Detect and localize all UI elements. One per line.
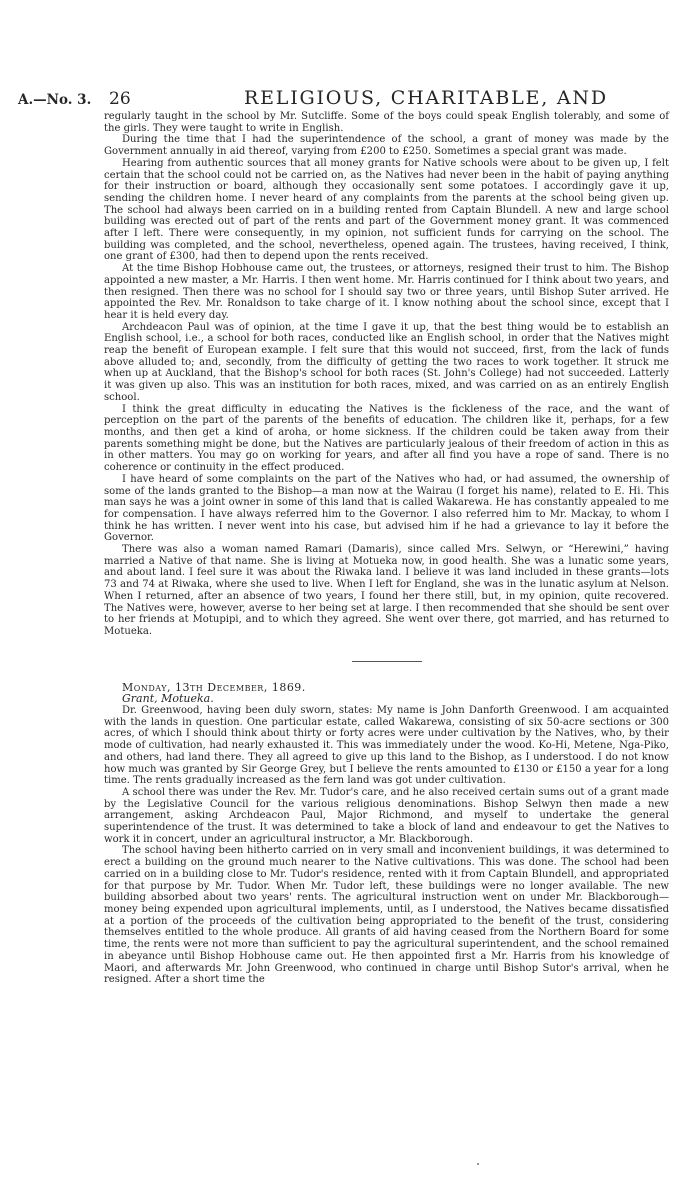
page-body xyxy=(104,111,669,986)
page-header xyxy=(0,84,700,114)
document-reference: A.—No. 3. xyxy=(18,92,92,108)
paragraph: At the time Bishop Hobhouse came out, the trustees, or attorneys, resigned their trust to him. The Bishop appointed a new master, a Mr. Harris. I then went home. Mr. Harris continued for I think about two years, and then resigned. Then there was no school for I should say two or three years, until Bishop Suter arrived. He appointed the Rev. Mr. Ronaldson to take charge of it. I know nothing about the school since, except that I hear it is held every day. xyxy=(104,263,669,321)
section-divider xyxy=(352,661,422,662)
session-date-text: Monday, 13th December, 1869. xyxy=(122,680,306,694)
paragraph: Archdeacon Paul was of opinion, at the time I gave it up, that the best thing would be to establish an English school, i.e., a school for both races, conducted like an English school, in order that the Natives might reap the benefit of European example. I felt sure that this would not succeed, first, from the lack of funds above alluded to; and, secondly, from the difficulty of getting the two races to work together. It struck me when up at Auckland, that the Bishop's school for both races (St. John's College) had not succeeded. Latterly it was given up also. This was an institution for both races, mixed, and was carried on as an entirely English school. xyxy=(104,321,669,403)
running-title: RELIGIOUS, CHARITABLE, AND xyxy=(244,87,608,109)
paragraph: I have heard of some complaints on the part of the Natives who had, or had assumed, the ownership of some of the lands granted to the Bishop—a man now at the Wairau (I forget his name), related to E. Hi. This man says he was a joint owner in some of this land that is called Wakarewa. He has constantly appealed to me for compensation. I have always referred him to the Governor. I also referred him to Mr. Mackay, to whom I think he has written. I never went into his case, but advised him if he had a grievance to lay it before the Governor. xyxy=(104,473,669,544)
paragraph: A school there was under the Rev. Mr. Tudor's care, and he also received certain sums out of a grant made by the Legislative Council for the various religious denominations. Bishop Selwyn then made a new arrangement, asking Archdeacon Paul, Major Richmond, and myself to undertake the general superintendence of the trust. It was determined to take a block of land and endeavour to get the Natives to work it in concert, under an agricultural instructor, a Mr. Blackborough. xyxy=(104,786,669,845)
paragraph: Hearing from authentic sources that all money grants for Native schools were about to be given up, I felt certain that the school could not be carried on, as the Natives had never been in the habit of paying anything for their instruction or board, although they occasionally sent some potatoes. I accordingly gave it up, sending the children home. I never heard of any complaints from the parents at the school being given up. The school had always been carried on in a building rented from Captain Blundell. A new and large school building was erected out of part of the rents and part of the Government money grant. It was commenced after I left. There were consequently, in my opinion, not sufficient funds for carrying on the school. The building was completed, and the school, nevertheless, opened again. The trustees, having received, I think, one grant of £300, had then to depend upon the rents received. xyxy=(104,157,669,263)
paragraph: Dr. Greenwood, having been duly sworn, states: My name is John Danforth Greenwood. I am acquainted with the lands in question. One particular estate, called Wakarewa, consisting of six 50-acre sections or 300 acres, of which I should think about thirty or forty acres were under cultivation by the Natives, who, by their mode of cultivation, had nearly exhausted it. This was immediately under the wood. Ko-Hi, Metene, Nga-Piko, and others, had land there. They all agreed to give up this land to the Bishop, as I understood. I do not know how much was granted by Sir George Grey, but I believe the rents amounted to £130 or £150 a year for a long time. The rents gradually increased as the fern land was got under cultivation. xyxy=(104,705,669,787)
paragraph: I think the great difficulty in educating the Natives is the fickleness of the race, and the want of perception on the part of the parents of the benefits of education. The children like it, perhaps, for a few months, and then get a kind of aroha, or home sickness. If the children could be taken away from their parents something might be done, but the Natives are particularly jealous of their freedom of action in this as in other matters. You may go on working for years, and after all find you have a rope of sand. There is no coherence or continuity in the effect produced. xyxy=(104,403,669,474)
page-number: 26 xyxy=(109,89,131,109)
session-place: Grant, Motueka. xyxy=(122,692,214,706)
paragraph: regularly taught in the school by Mr. Sutcliffe. Some of the boys could speak English tolerably, and some of the girls. They were taught to write in English. xyxy=(104,111,669,134)
ink-speck xyxy=(477,1163,479,1165)
paragraph: There was also a woman named Ramari (Damaris), since called Mrs. Selwyn, or “Herewini,” having married a Native of that name. She is living at Motueka now, in good health. She was a lunatic some years, and about land. I feel sure it was about the Riwaka land. I believe it was land included in these grants—lots 73 and 74 at Riwaka, where she used to live. When I left for England, she was in the lunatic asylum at Nelson. When I returned, after an absence of two years, I found her there still, but, in my opinion, quite recovered. The Natives were, however, averse to her being set at large. I then recommended that she should be sent over to her friends at Motupipi, and to which they agreed. She went over there, got married, and has returned to Motueka. xyxy=(104,544,669,637)
paragraph: The school having been hitherto carried on in very small and inconvenient buildings, it was determined to erect a building on the ground much nearer to the Native cultivations. This was done. The school had been carried on in a building close to Mr. Tudor's residence, rented with it from Captain Blundell, and appropriated for that purpose by Mr. Tudor. When Mr. Tudor left, these buildings were no longer available. The new building absorbed about two years' rents. The agricultural instruction went on under Mr. Blackborough—money being expended upon agricultural implements, until, as I understood, the Natives became dissatisfied at a portion of the proceeds of the cultivation being appropriated to the benefit of the trust, considering themselves entitled to the whole produce. All grants of aid having ceased from the Northern Board for some time, the rents were not more than sufficient to pay the agricultural superintendent, and the school remained in abeyance until Bishop Hobhouse came out. He then appointed first a Mr. Harris from his knowledge of Maori, and afterwards Mr. John Greenwood, who continued in charge until Bishop Sutor's arrival, when he resigned. After a short time the xyxy=(104,845,669,986)
paragraph: During the time that I had the superintendence of the school, a grant of money was made by the Government annually in aid thereof, varying from £200 to £250. Sometimes a special grant was made. xyxy=(104,134,669,158)
